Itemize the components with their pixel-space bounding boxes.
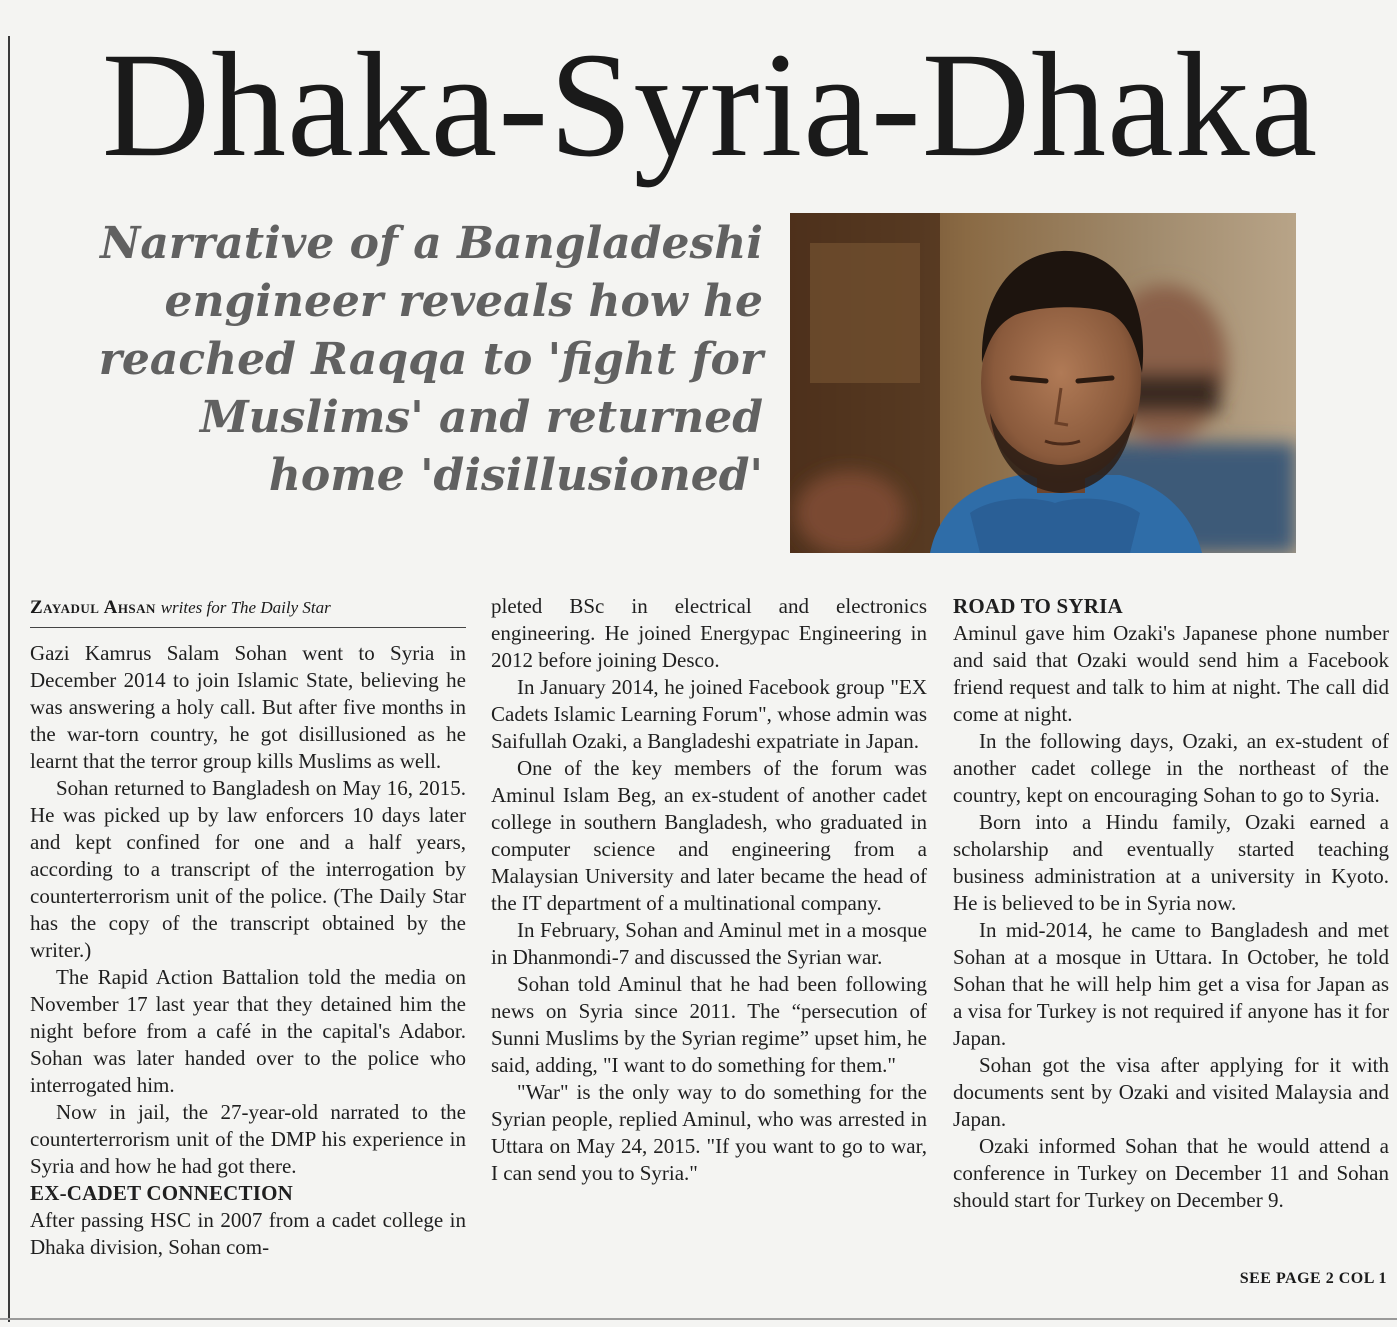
paragraph: "War" is the only way to do something for the Syrian people, replied Aminul, who was arrested in Uttara on May 24, 2015. "If you want to go to war, I can send you to Syria." bbox=[491, 1080, 927, 1185]
section-heading-ex-cadet: EX-CADET CONNECTION bbox=[30, 1181, 294, 1205]
paragraph: In January 2014, he joined Facebook group "EX Cadets Islamic Learning Forum", whose admin was Saifullah Ozaki, a Bangladeshi expatriate in Japan. bbox=[491, 675, 927, 753]
paragraph: After passing HSC in 2007 from a cadet college in Dhaka division, Sohan com- bbox=[30, 1208, 466, 1259]
byline bbox=[30, 596, 331, 620]
section-heading-road-to-syria: ROAD TO SYRIA bbox=[953, 594, 1123, 618]
article-photo bbox=[790, 213, 1296, 553]
page-bottom-rule bbox=[0, 1318, 1397, 1320]
article-column-2 bbox=[491, 593, 927, 1187]
paragraph: Born into a Hindu family, Ozaki earned a scholarship and eventually started teaching business administration at a university in Kyoto. He is believed to be in Syria now. bbox=[953, 810, 1389, 915]
page-left-rule bbox=[8, 36, 10, 1322]
article-column-1 bbox=[30, 640, 466, 1261]
paragraph: Now in jail, the 27-year-old narrated to the counterterrorism unit of the DMP his experience in Syria and how he had got there. bbox=[30, 1100, 466, 1178]
paragraph: Sohan told Aminul that he had been following news on Syria since 2011. The “persecution of Sunni Muslims by the Syrian regime” upset him, he said, adding, "I want to do something for them." bbox=[491, 972, 927, 1077]
paragraph: Ozaki informed Sohan that he would attend a conference in Turkey on December 11 and Sohan should start for Turkey on December 9. bbox=[953, 1134, 1389, 1212]
paragraph: In February, Sohan and Aminul met in a mosque in Dhanmondi-7 and discussed the Syrian war. bbox=[491, 918, 927, 969]
paragraph: In mid-2014, he came to Bangladesh and met Sohan at a mosque in Uttara. In October, he told Sohan that he will help him get a visa for Japan as a visa for Turkey is not required if anyone has it for Japan. bbox=[953, 918, 1389, 1050]
byline-author: Zayadul Ahsan bbox=[30, 597, 156, 618]
paragraph: pleted BSc in electrical and electronics engineering. He joined Energypac Engineering in 2012 before joining Desco. bbox=[491, 594, 927, 672]
subheadline: Narrative of a Bangladeshi engineer reveals how he reached Raqqa to 'fight for Muslims' and returned home 'disillusioned' bbox=[98, 218, 763, 501]
paragraph: Gazi Kamrus Salam Sohan went to Syria in December 2014 to join Islamic State, believing he was answering a holy call. But after five months in the war-torn country, he got disillusioned as he learnt that the terror group kills Muslims as well. bbox=[30, 641, 466, 773]
byline-role: writes for The Daily Star bbox=[160, 598, 331, 617]
paragraph: Sohan got the visa after applying for it with documents sent by Ozaki and visited Malaysia and Japan. bbox=[953, 1053, 1389, 1131]
paragraph: Sohan returned to Bangladesh on May 16, 2015. He was picked up by law enforcers 10 days later and kept confined for one and a half years, according to a transcript of the interrogation by counterterrorism unit of the police. (The Daily Star has the copy of the transcript obtained by the writer.) bbox=[30, 776, 466, 962]
paragraph: One of the key members of the forum was Aminul Islam Beg, an ex-student of another cadet college in southern Bangladesh, who graduated in computer science and engineering from a Malaysian University and later became the head of the IT department of a multinational company. bbox=[491, 756, 927, 915]
paragraph: In the following days, Ozaki, an ex-student of another cadet college in the northeast of the country, kept on encouraging Sohan to go to Syria. bbox=[953, 729, 1389, 807]
headline: Dhaka-Syria-Dhaka bbox=[101, 22, 1319, 188]
continuation-jump-link[interactable]: SEE PAGE 2 COL 1 bbox=[1239, 1270, 1387, 1287]
byline-divider bbox=[30, 627, 466, 628]
article-column-3 bbox=[953, 593, 1389, 1214]
paragraph: The Rapid Action Battalion told the media on November 17 last year that they detained him the night before from a café in the capital's Adabor. Sohan was later handed over to the police who interrogated him. bbox=[30, 965, 466, 1097]
paragraph: Aminul gave him Ozaki's Japanese phone number and said that Ozaki would send him a Facebook friend request and talk to him at night. The call did come at night. bbox=[953, 621, 1389, 726]
photo-illustration bbox=[790, 213, 1296, 553]
